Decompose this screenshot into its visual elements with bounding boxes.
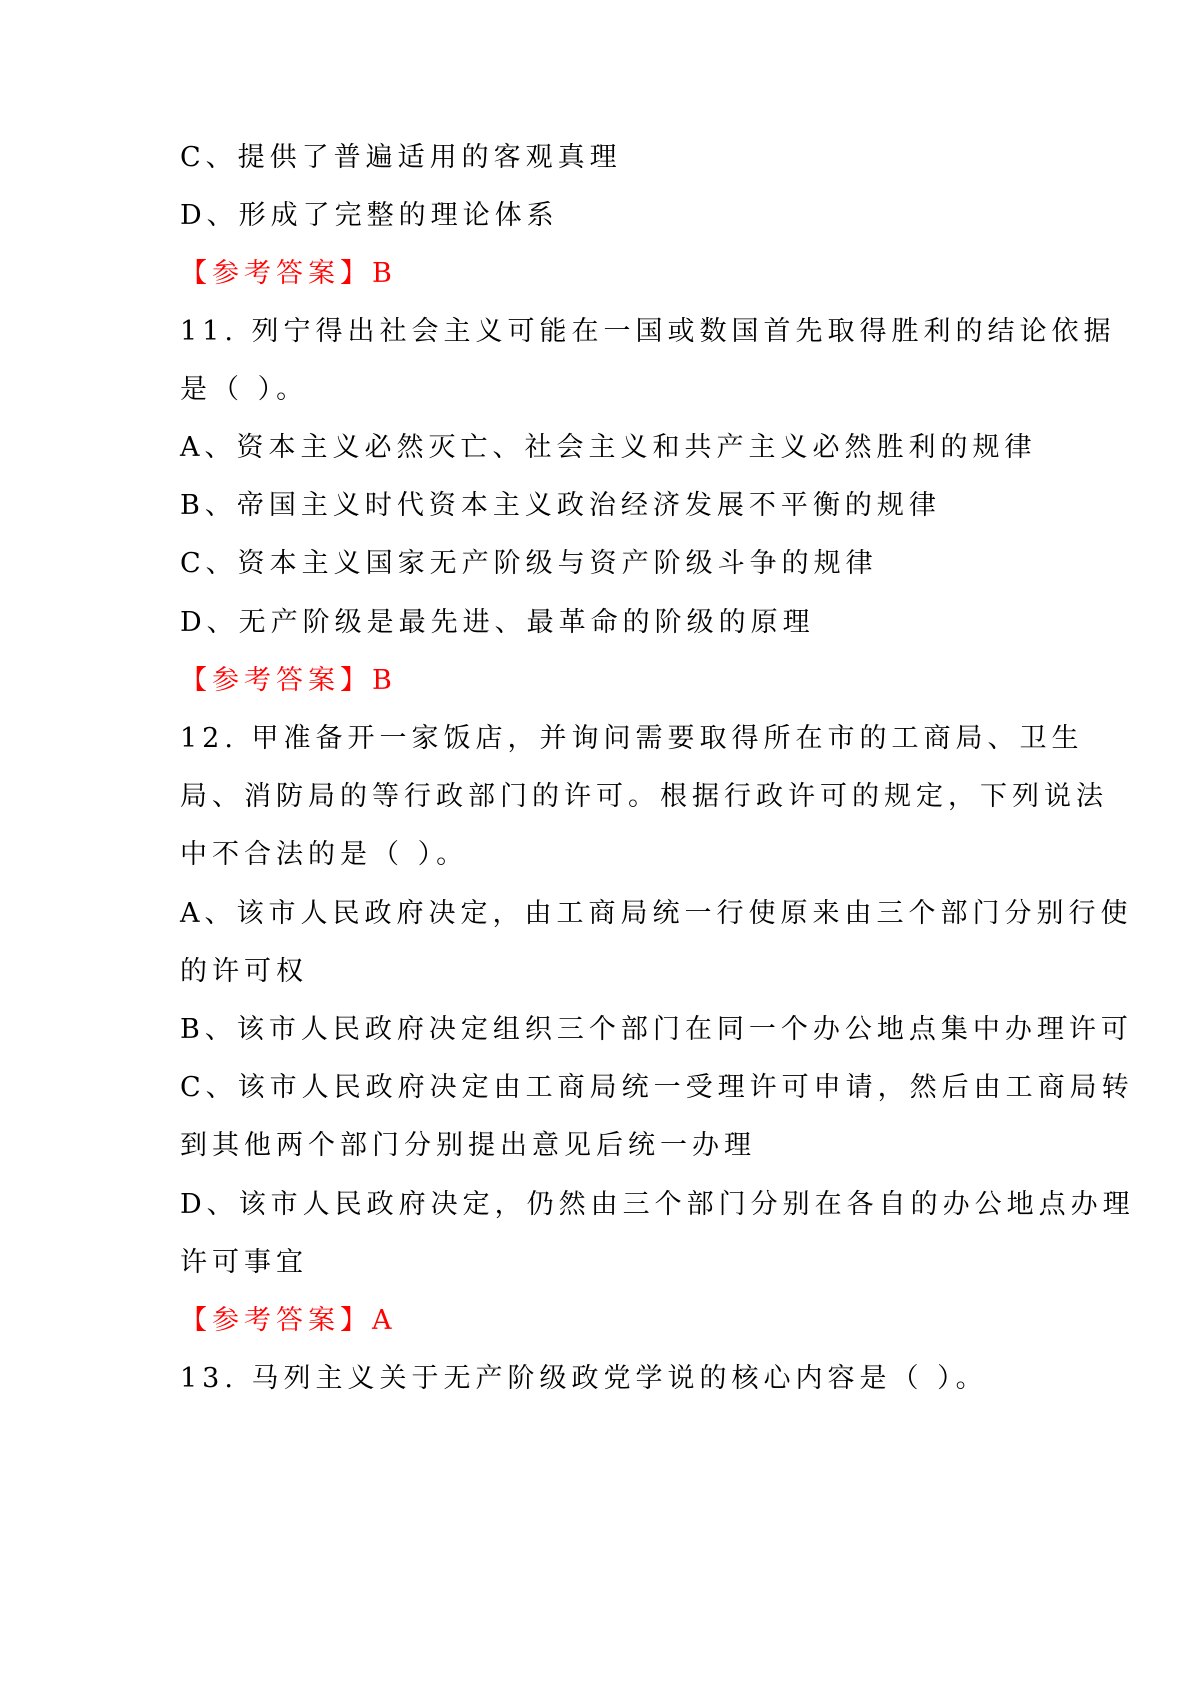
q12-stem-line3: 中不合法的是（ ）。 (180, 839, 469, 870)
q12-option-d-line1: D、该市人民政府决定，仍然由三个部门分别在各自的办公地点办理 (180, 1189, 1135, 1220)
q11-stem-line2: 是（ ）。 (180, 374, 309, 405)
q11-answer: 【参考答案】B (180, 665, 397, 696)
q10-option-d: D、形成了完整的理论体系 (180, 200, 559, 231)
q12-option-b: B、该市人民政府决定组织三个部门在同一个办公地点集中办理许可 (180, 1014, 1133, 1045)
q12-option-c-line1: C、该市人民政府决定由工商局统一受理许可申请，然后由工商局转 (180, 1072, 1134, 1103)
q11-option-b: B、帝国主义时代资本主义政治经济发展不平衡的规律 (180, 490, 941, 521)
q11-option-c: C、资本主义国家无产阶级与资产阶级斗争的规律 (180, 548, 878, 579)
q11-stem-line1: 11. 列宁得出社会主义可能在一国或数国首先取得胜利的结论依据 (180, 316, 1116, 347)
q10-answer: 【参考答案】B (180, 258, 397, 289)
q12-stem-line2: 局、消防局的等行政部门的许可。根据行政许可的规定，下列说法 (180, 781, 1108, 812)
q13-stem-line1: 13. 马列主义关于无产阶级政党学说的核心内容是（ ）。 (180, 1363, 988, 1394)
q12-option-a-line2: 的许可权 (180, 956, 308, 987)
q11-option-d: D、无产阶级是最先进、最革命的阶级的原理 (180, 607, 815, 638)
q10-option-c: C、提供了普遍适用的客观真理 (180, 142, 622, 173)
q12-option-a-line1: A、该市人民政府决定，由工商局统一行使原来由三个部门分别行使 (180, 898, 1133, 929)
q12-option-d-line2: 许可事宜 (180, 1247, 308, 1278)
q12-answer: 【参考答案】A (180, 1305, 397, 1336)
q12-option-c-line2: 到其他两个部门分别提出意见后统一办理 (180, 1130, 756, 1161)
q11-option-a: A、资本主义必然灭亡、社会主义和共产主义必然胜利的规律 (180, 432, 1037, 463)
q12-stem-line1: 12. 甲准备开一家饭店，并询问需要取得所在市的工商局、卫生 (180, 723, 1084, 754)
